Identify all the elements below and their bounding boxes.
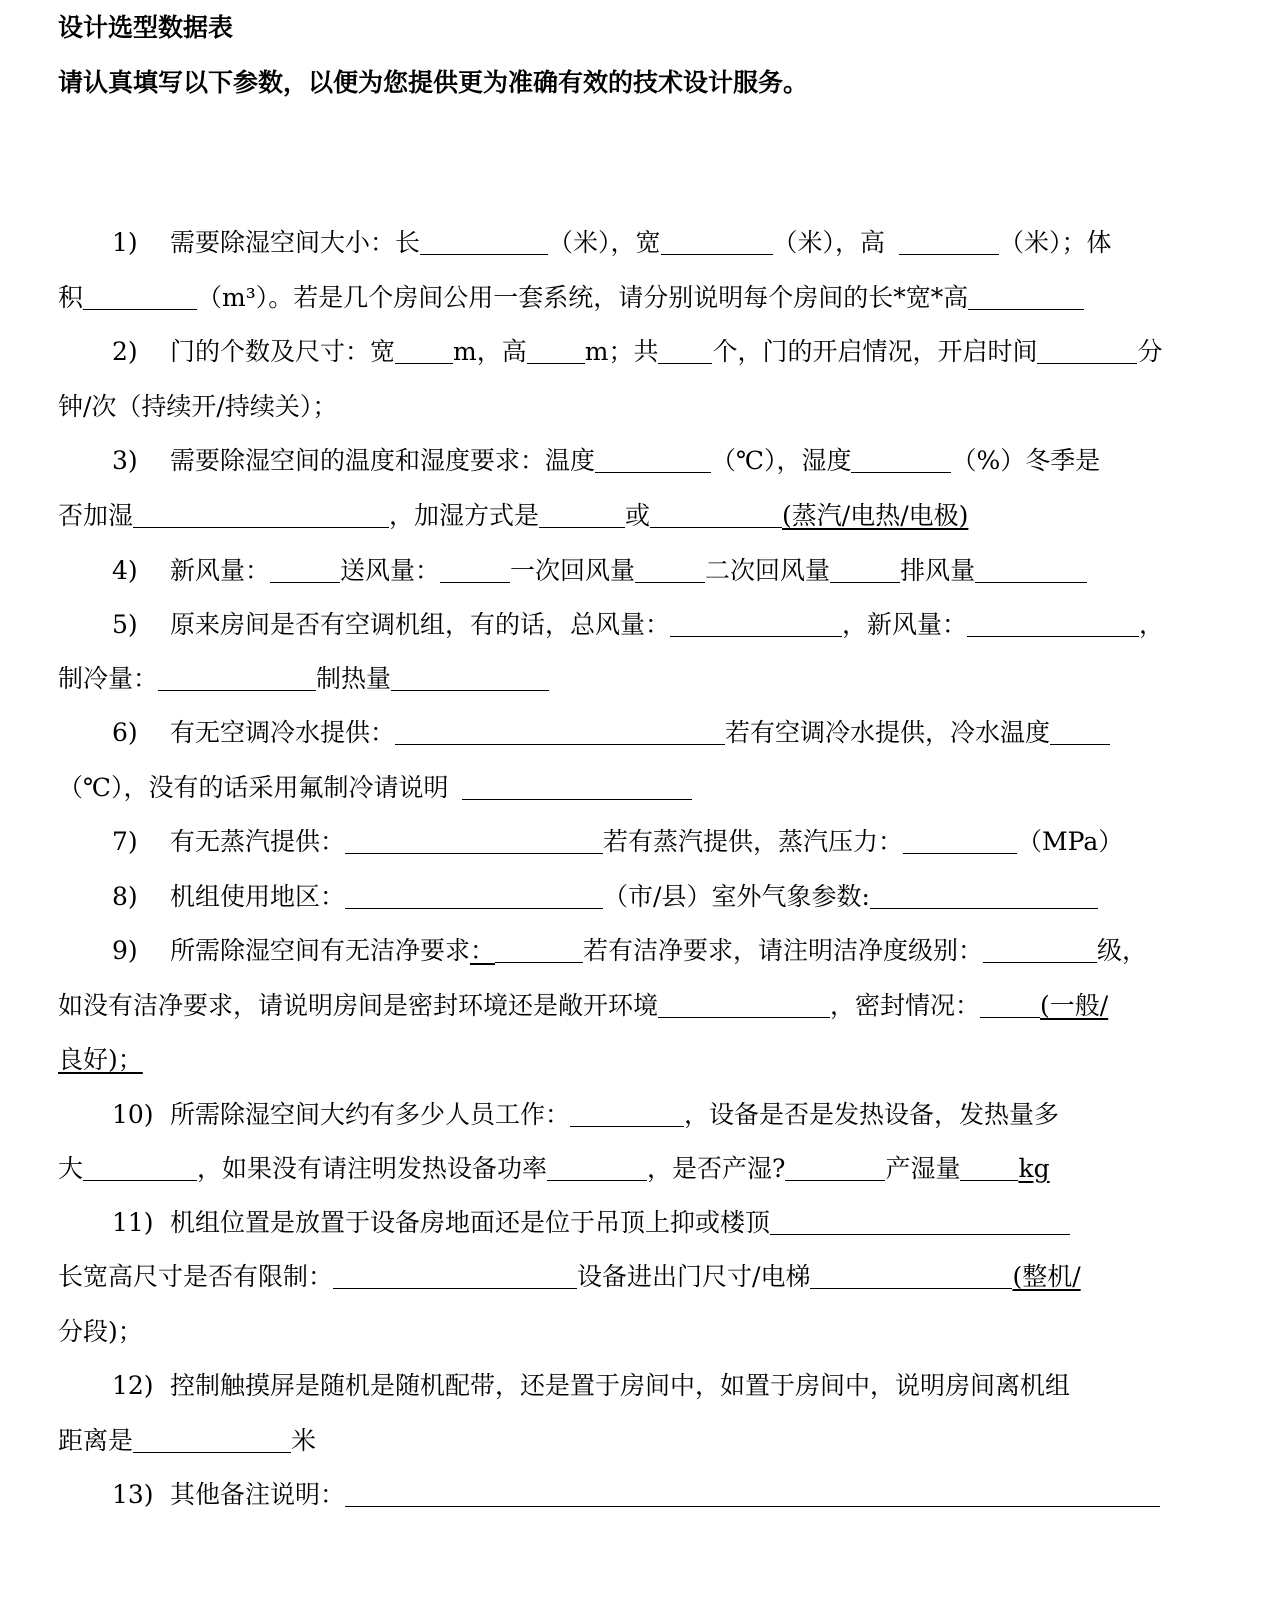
item-11-line-3 [58,1305,1188,1359]
item-1-text: （米）；体 [999,228,1112,257]
humidify-field[interactable] [133,495,389,528]
item-number: 11) [112,1208,154,1237]
item-4-text: 送风量： [340,556,441,585]
equipment-power-field[interactable] [547,1148,647,1181]
cleanliness-level-field[interactable] [983,930,1097,963]
item-7-text: （MPa） [1017,827,1124,856]
door-height-field[interactable] [527,331,585,364]
weather-params-field[interactable] [870,876,1098,909]
item-number: 9) [112,936,138,965]
item-2-text: m，高 [453,337,527,366]
moisture-unit: kg [1018,1154,1050,1183]
item-number: 13) [112,1480,154,1509]
delivery-options: (整机/ [1012,1262,1081,1291]
item-4-text: 一次回风量 [510,556,636,585]
item-3-line-1 [58,434,1242,488]
size-limit-field[interactable] [333,1256,577,1289]
moisture-field[interactable] [785,1148,885,1181]
item-11-text: 长宽高尺寸是否有限制： [58,1262,334,1291]
item-12-text: 距离是 [58,1426,134,1455]
item-10-text: 所需除湿空间大约有多少人员工作： [170,1100,571,1129]
item-5-text: 制冷量： [58,664,159,693]
item-5-line-2 [58,652,1188,706]
item-2-text: m；共 [584,337,659,366]
item-number: 12) [112,1371,154,1400]
chilled-water-field[interactable] [395,712,725,745]
item-9-text: ： [470,936,496,965]
item-number: 8) [112,882,138,911]
steam-pressure-field[interactable] [903,821,1017,854]
item-12-text: 米 [291,1426,317,1455]
item-number: 5) [112,610,138,639]
steam-field[interactable] [345,821,603,854]
item-9-line-1 [58,924,1242,978]
item-11-text: 机组位置是放置于设备房地面还是位于吊顶上抑或楼顶 [170,1208,771,1237]
item-3-text: （℃），湿度 [711,446,852,475]
seal-options: 良好)； [58,1045,143,1074]
item-number: 3) [112,446,138,475]
fresh-air-field[interactable] [270,550,340,583]
item-11-line-2 [58,1250,1188,1304]
item-10-line-2 [58,1142,1188,1196]
length-field[interactable] [420,222,548,255]
moisture-amount-field[interactable] [960,1148,1018,1181]
item-2-line-1 [58,325,1242,379]
humidify-method-field[interactable] [539,495,625,528]
item-1-text: 需要除湿空间大小：长 [170,228,421,257]
item-9-text: 级， [1097,936,1148,965]
item-8-text: 机组使用地区： [170,882,346,911]
item-number: 6) [112,718,138,747]
item-10-line-1 [58,1088,1242,1142]
form-subtitle: 请认真填写以下参数，以便为您提供更为准确有效的技术设计服务。 [58,68,809,97]
item-11-line-1 [58,1196,1242,1250]
volume-field[interactable] [83,277,197,310]
item-4-text: 排风量 [900,556,976,585]
item-1-text: （米），宽 [548,228,661,257]
item-9-text: 如没有洁净要求，请说明房间是密封环境还是敞开环境 [58,991,659,1020]
region-field[interactable] [345,876,603,909]
item-3-line-2 [58,489,1188,543]
item-11-text: 分段)； [58,1317,143,1346]
item-4-line-1 [58,544,1242,598]
item-12-line-2 [58,1414,1188,1468]
item-12-text: 控制触摸屏是随机是随机配带，还是置于房间中，如置于房间中，说明房间离机组 [170,1371,1071,1400]
door-count-field[interactable] [658,331,712,364]
heat-output-field[interactable] [83,1148,197,1181]
item-number: 7) [112,827,138,856]
distance-field[interactable] [133,1420,291,1453]
door-elevator-size-field[interactable] [810,1256,1012,1289]
item-1-text: （米），高 [772,228,886,257]
item-6-text: 若有空调冷水提供，冷水温度 [725,718,1051,747]
item-7-text: 若有蒸汽提供，蒸汽压力： [603,827,904,856]
item-1-line-2 [58,271,1188,325]
item-1-text: （m³）。若是几个房间公用一套系统，请分别说明每个房间的长*宽*高 [197,283,969,312]
unit-location-field[interactable] [770,1202,1070,1235]
item-10-text: 大 [58,1154,84,1183]
item-10-text: ，如果没有请注明发热设备功率 [197,1154,548,1183]
humidity-field[interactable] [851,440,951,473]
item-3-text: ，加湿方式是 [389,501,540,530]
height-field[interactable] [899,222,999,255]
item-2-text: 门的个数及尺寸：宽 [170,337,396,366]
chilled-water-temp-field[interactable] [1050,712,1110,745]
item-7-line-1 [58,815,1242,869]
humidify-method-alt-field[interactable] [650,495,782,528]
item-5-text: 制热量 [316,664,392,693]
item-3-text: 需要除湿空间的温度和湿度要求：温度 [170,446,596,475]
remarks-field[interactable] [345,1474,1160,1507]
item-3-text: 或 [625,501,651,530]
exhaust-air-field[interactable] [975,550,1087,583]
total-air-field[interactable] [670,604,842,637]
item-2-line-2 [58,380,1188,434]
seal-condition-field[interactable] [980,985,1040,1018]
item-number: 10) [112,1100,154,1129]
item-9-line-2 [58,979,1188,1033]
item-10-text: ，设备是否是发热设备，发热量多 [684,1100,1060,1129]
item-1-text: 积 [58,283,84,312]
item-9-line-3 [58,1033,1188,1087]
item-number: 1) [112,228,138,257]
humidify-options: (蒸汽/电热/电极) [782,501,969,530]
item-9-text: 所需除湿空间有无洁净要求 [170,936,471,965]
environment-type-field[interactable] [658,985,830,1018]
item-2-text: 分 [1137,337,1163,366]
cooling-capacity-field[interactable] [158,658,316,691]
item-8-line-1 [58,870,1242,924]
item-8-text: （市/县）室外气象参数: [603,882,870,911]
item-6-line-1 [58,706,1242,760]
item-10-text: ，是否产湿? [647,1154,786,1183]
open-time-field[interactable] [1037,331,1137,364]
item-2-text: 个，门的开启情况，开启时间 [712,337,1038,366]
item-6-text: （℃），没有的话采用氟制冷请说明 [58,773,449,802]
item-3-text: （%）冬季是 [951,446,1101,475]
seal-options: (一般/ [1040,991,1109,1020]
item-6-line-2 [58,761,1188,815]
item-3-text: 否加湿 [58,501,134,530]
item-7-text: 有无蒸汽提供： [170,827,346,856]
room-dimensions-field[interactable] [968,277,1084,310]
item-number: 2) [112,337,138,366]
item-12-line-1 [58,1359,1242,1413]
item-13-line-1 [58,1468,1242,1522]
freon-cooling-field[interactable] [462,767,692,800]
item-6-text: 有无空调冷水提供： [170,718,396,747]
item-2-text: 钟/次（持续开/持续关）； [58,392,338,421]
item-1-line-1 [58,216,1242,270]
secondary-return-field[interactable] [830,550,900,583]
item-number: 4) [112,556,138,585]
ac-fresh-air-field[interactable] [967,604,1139,637]
item-13-text: 其他备注说明： [170,1480,346,1509]
item-10-text: 产湿量 [885,1154,961,1183]
item-5-text: ，新风量： [842,610,968,639]
item-5-text: 原来房间是否有空调机组，有的话，总风量： [170,610,671,639]
temperature-field[interactable] [595,440,711,473]
supply-air-field[interactable] [440,550,510,583]
item-11-text: 设备进出门尺寸/电梯 [577,1262,811,1291]
cleanliness-field[interactable] [495,930,583,963]
heating-capacity-field[interactable] [391,658,549,691]
item-5-line-1 [58,598,1242,652]
item-9-text: 若有洁净要求，请注明洁净度级别： [583,936,984,965]
item-4-text: 新风量： [170,556,271,585]
primary-return-field[interactable] [635,550,705,583]
item-9-text: ，密封情况： [830,991,981,1020]
form-title: 设计选型数据表 [58,13,234,42]
item-4-text: 二次回风量 [705,556,831,585]
item-5-text: ， [1139,610,1165,639]
door-width-field[interactable] [395,331,453,364]
staff-count-field[interactable] [570,1094,684,1127]
width-field[interactable] [661,222,773,255]
